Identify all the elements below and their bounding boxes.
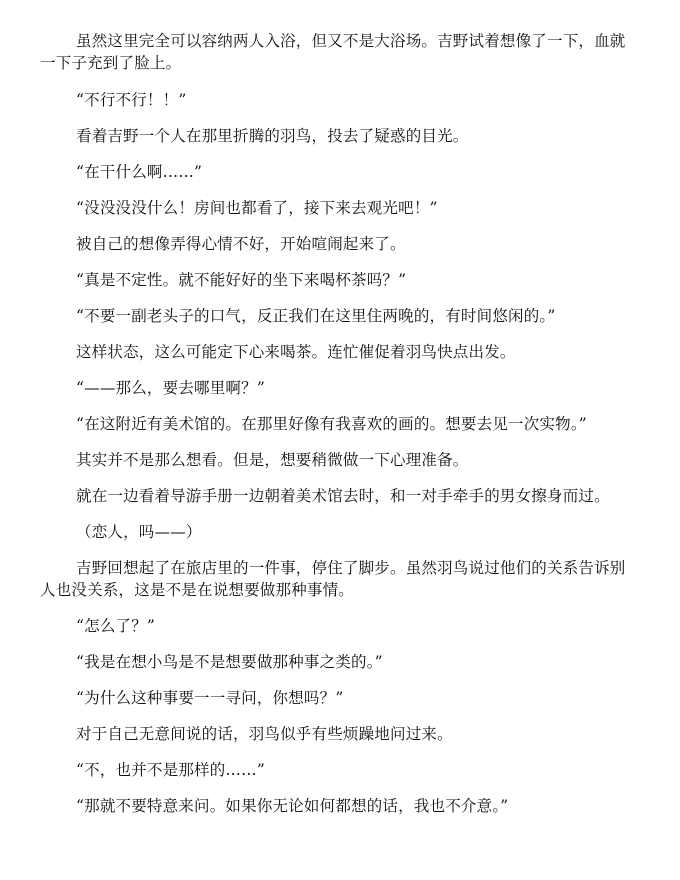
paragraph: （恋人，吗——） [76, 523, 202, 541]
paragraph: “我是在想小鸟是不是想要做那种事之类的。” [76, 653, 383, 671]
paragraph: “不行不行！！” [76, 91, 187, 109]
paragraph: 这样状态，这么可能定下心来喝茶。连忙催促着羽鸟快点出发。 [76, 343, 516, 361]
paragraph: “真是不定性。就不能好好的坐下来喝杯茶吗？” [76, 271, 407, 289]
paragraph: “为什么这种事要一一寻问，你想吗？” [76, 689, 344, 707]
paragraph: “在干什么啊……” [76, 163, 203, 181]
paragraph: “不，也并不是那样的……” [76, 761, 265, 779]
paragraph: 对于自己无意间说的话，羽鸟似乎有些烦躁地问过来。 [76, 725, 453, 743]
paragraph: 吉野回想起了在旅店里的一件事，停住了脚步。虽然羽鸟说过他们的关系告诉别人也没关系，这是不是在说想要做那种事情。 [40, 559, 626, 599]
paragraph: “怎么了？” [76, 617, 156, 635]
paragraph: “在这附近有美术馆的。在那里好像有我喜欢的画的。想要去见一次实物。” [76, 415, 587, 433]
paragraph: 看着吉野一个人在那里折腾的羽鸟，投去了疑惑的目光。 [76, 127, 469, 145]
paragraph: “那就不要特意来问。如果你无论如何都想的话，我也不介意。” [76, 797, 509, 815]
paragraph: 被自己的想像弄得心情不好，开始喧闹起来了。 [76, 235, 406, 253]
paragraph: “没没没没什么！房间也都看了，接下来去观光吧！” [76, 199, 438, 217]
paragraph: “——那么，要去哪里啊？” [76, 379, 265, 397]
paragraph: 虽然这里完全可以容纳两人入浴，但又不是大浴场。吉野试着想像了一下，血就一下子充到了脸上。 [40, 32, 626, 72]
paragraph: 其实并不是那么想看。但是，想要稍微做一下心理准备。 [76, 451, 469, 469]
paragraph: “不要一副老头子的口气，反正我们在这里住两晚的，有时间悠闲的。” [76, 307, 556, 325]
paragraph: 就在一边看着导游手册一边朝着美术馆去时，和一对手牵手的男女擦身而过。 [76, 487, 610, 505]
